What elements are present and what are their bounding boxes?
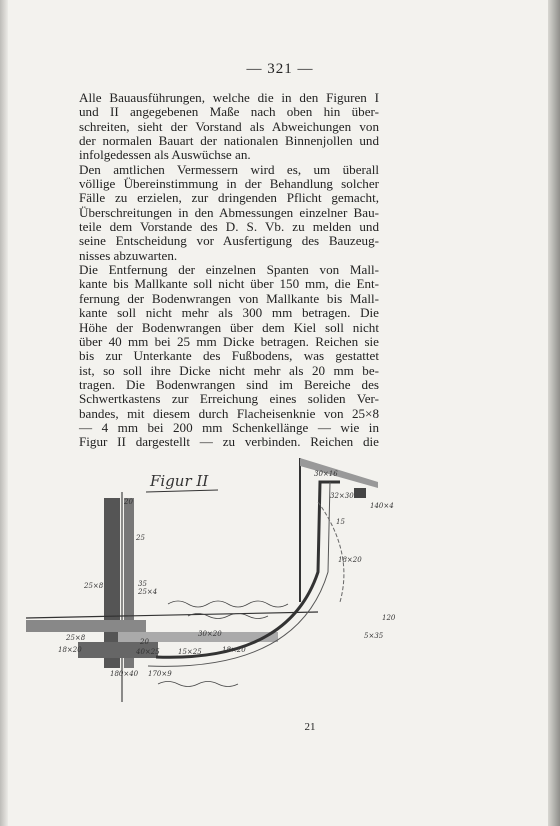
- paragraph-3: [79, 263, 379, 449]
- floor-line: [26, 612, 318, 618]
- handwritten-annotation: [168, 601, 288, 607]
- text-line: Die Entfernung der einzelnen Spanten von Mall-: [79, 262, 379, 278]
- text-line: infolgedessen als Auswüchse an.: [79, 147, 251, 163]
- text-line: teile dem Vorstande des D. S. Vb. zu melden und: [79, 219, 379, 235]
- label-40x25: 40×25: [136, 648, 160, 656]
- page-left-edge: [0, 0, 8, 826]
- text-line: Überschreitungen in den Abmessungen einzelner Bau-: [79, 204, 379, 220]
- text-line: Schwertkastens zur Erreichung eines soliden Ver-: [79, 391, 379, 407]
- label-180x40: 180×40: [110, 670, 139, 678]
- text-line: nisses abzuwarten.: [79, 247, 178, 263]
- label-25x8: 25×8: [84, 582, 104, 590]
- label-25: 25: [136, 534, 145, 542]
- text-line: Figur II dargestellt — zu verbinden. Reichen die: [79, 434, 379, 450]
- label-20: 20: [124, 498, 133, 506]
- label-170x9: 170×9: [148, 670, 172, 678]
- label-20b: 20: [140, 638, 149, 646]
- floor-plank-left: [26, 620, 146, 632]
- text-line: schreiten, sieht der Vorstand als Abweichungen von: [79, 118, 379, 134]
- text-line: der normalen Bauart der nationalen Binnenjollen und: [79, 133, 379, 149]
- label-18x20b: 18×20: [222, 646, 246, 654]
- label-15: 15: [336, 518, 345, 526]
- text-line: Den amtlichen Vermessern wird es, um überall: [79, 161, 379, 177]
- paragraph-2: [79, 163, 379, 263]
- knee-curve: [318, 502, 344, 602]
- label-5x35: 5×35: [364, 632, 384, 640]
- text-line: bandes, mit diesem durch Flacheisenknie von 25×8: [79, 405, 379, 421]
- label-30x20: 30×20: [198, 630, 222, 638]
- label-25x4: 25×4: [138, 588, 158, 596]
- text-line: Höhe der Bodenwrangen über dem Kiel soll nicht: [79, 319, 379, 335]
- text-line: kante bis Mallkante soll nicht über 150 mm, die Ent-: [79, 276, 379, 292]
- text-line: fernung der Bodenwrangen von Mallkante bis Mall-: [79, 290, 379, 306]
- label-140x4: 140×4: [370, 502, 394, 510]
- text-line: seine Entscheidung vor Ausfertigung des Bauzeug-: [79, 233, 379, 249]
- text-line: ist, so soll ihre Dicke nicht mehr als 20 mm be-: [79, 362, 379, 378]
- page-number: — 321 —: [246, 61, 314, 77]
- handwritten-annotation: [158, 682, 238, 687]
- construction-figure: [18, 452, 418, 712]
- text-line: Alle Bauausführungen, welche die in den Figuren I: [79, 90, 379, 105]
- text-line: völlige Übereinstimmung in der Behandlung solcher: [79, 176, 379, 192]
- label-18x20: 18×20: [338, 556, 362, 564]
- paragraph-1: [79, 91, 379, 163]
- text-line: tragen. Die Bodenwrangen sind im Bereiche des: [79, 376, 379, 392]
- label-120: 120: [382, 614, 396, 622]
- title-underline: [146, 490, 218, 492]
- label-30x16: 30×16: [314, 470, 338, 478]
- label-25x8b: 25×8: [66, 634, 86, 642]
- text-line: Fälle zu erzielen, zur dringenden Pflicht gemacht,: [79, 190, 379, 206]
- text-line: kante soll nicht mehr als 300 mm betragen. Die: [79, 305, 379, 321]
- book-spine: [548, 0, 560, 826]
- body-text: [79, 91, 379, 450]
- text-line: und II angegebenen Maße nach oben hin über-: [79, 104, 379, 120]
- figure-drawing: [18, 452, 418, 712]
- deck-block: [354, 488, 366, 498]
- label-18x20c: 18×20: [58, 646, 82, 654]
- text-line: über 40 mm bei 25 mm Dicke betragen. Reichen sie: [79, 333, 379, 349]
- label-32x30: 32×30: [330, 492, 354, 500]
- hull-frame: [156, 482, 340, 657]
- label-35: 35: [138, 580, 147, 588]
- text-line: — 4 mm bei 200 mm Schenkellänge — wie in: [79, 419, 379, 435]
- figure-title: Figur II: [150, 472, 209, 490]
- label-15x25: 15×25: [178, 648, 202, 656]
- signature-number: 21: [304, 721, 316, 733]
- text-line: bis zur Unterkante des Fußbodens, was gestattet: [79, 348, 379, 364]
